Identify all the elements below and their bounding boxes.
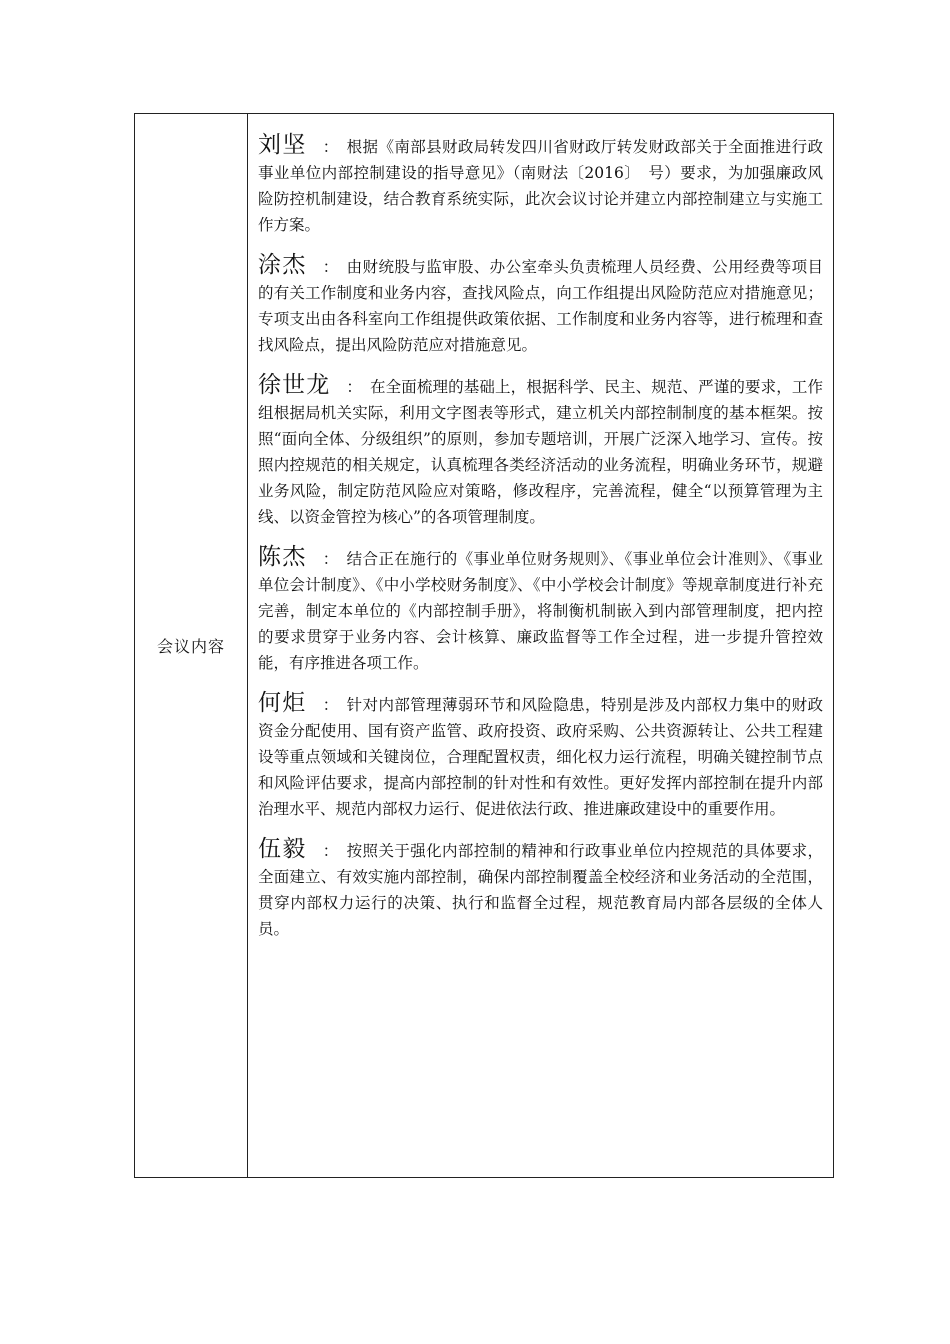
- entry-he-ju: [258, 688, 823, 822]
- label-cell: [135, 114, 248, 1177]
- entry-text: 根据《南部县财政局转发四川省财政厅转发财政部关于全面推进行政事业单位内部控制建设的指导意见》（南财法〔2016〕 号）要求，为加强廉政风险防控机制建设，结合教育系统实际，此次会议讨论并建立内部控制建立与实施工作方案。: [258, 138, 823, 234]
- entry-text: 由财统股与监审股、办公室牵头负责梳理人员经费、公用经费等项目的有关工作制度和业务内容，查找风险点，向工作组提出风险防范应对措施意见；专项支出由各科室向工作组提供政策依据、工作制度和业务内容等，进行梳理和查找风险点，提出风险防范应对措施意见。: [258, 258, 823, 354]
- speaker-separator: ：: [322, 842, 339, 860]
- speaker-separator: ：: [322, 550, 339, 568]
- content-cell: [248, 114, 833, 1177]
- entry-text: 针对内部管理薄弱环节和风险隐患，特别是涉及内部权力集中的财政资金分配使用、国有资产监管、政府投资、政府采购、公共资源转让、公共工程建设等重点领域和关键岗位，合理配置权责，细化权力运行流程，明确关键控制节点和风险评估要求，提高内部控制的针对性和有效性。更好发挥内部控制在提升内部治理水平、规范内部权力运行、促进依法行政、推进廉政建设中的重要作用。: [258, 696, 823, 818]
- speaker-separator: ：: [322, 258, 339, 276]
- meeting-content-label: 会议内容: [156, 637, 225, 656]
- speaker-separator: ：: [322, 696, 339, 714]
- entry-text: 按照关于强化内部控制的精神和行政事业单位内控规范的具体要求，全面建立、有效实施内部控制，确保内部控制覆盖全校经济和业务活动的全范围，贯穿内部权力运行的决策、执行和监督全过程，规范教育局内部各层级的全体人员。: [258, 842, 823, 938]
- entry-liu-jian: [258, 130, 823, 238]
- entry-wu-yi: [258, 834, 823, 942]
- speaker-name: 陈杰: [258, 544, 307, 570]
- speaker-separator: ：: [322, 138, 339, 156]
- entry-chen-jie: [258, 542, 823, 676]
- entry-tu-jie: [258, 250, 823, 358]
- speaker-name: 刘坚: [258, 132, 307, 158]
- entry-text: 在全面梳理的基础上，根据科学、民主、规范、严谨的要求，工作组根据局机关实际，利用文字图表等形式，建立机关内部控制制度的基本框架。按照“面向全体、分级组织”的原则，参加专题培训，开展广泛深入地学习、宣传。按照内控规范的相关规定，认真梳理各类经济活动的业务流程，明确业务环节，规避业务风险，制定防范风险应对策略，修改程序，完善流程，健全“以预算管理为主线、以资金管控为核心”的各项管理制度。: [258, 378, 823, 526]
- speaker-name: 伍毅: [258, 836, 307, 862]
- speaker-name: 涂杰: [258, 252, 307, 278]
- speaker-name: 徐世龙: [258, 372, 331, 398]
- minutes-table: [134, 113, 834, 1178]
- speaker-separator: ：: [346, 378, 362, 396]
- entry-xu-shilong: [258, 370, 823, 530]
- entry-text: 结合正在施行的《事业单位财务规则》、《事业单位会计准则》、《事业单位会计制度》、《中小学校财务制度》、《中小学校会计制度》等规章制度进行补充完善，制定本单位的《内部控制手册》，将制衡机制嵌入到内部管理制度，把内控的要求贯穿于业务内容、会计核算、廉政监督等工作全过程，进一步提升管控效能，有序推进各项工作。: [258, 550, 823, 672]
- speaker-name: 何炬: [258, 690, 307, 716]
